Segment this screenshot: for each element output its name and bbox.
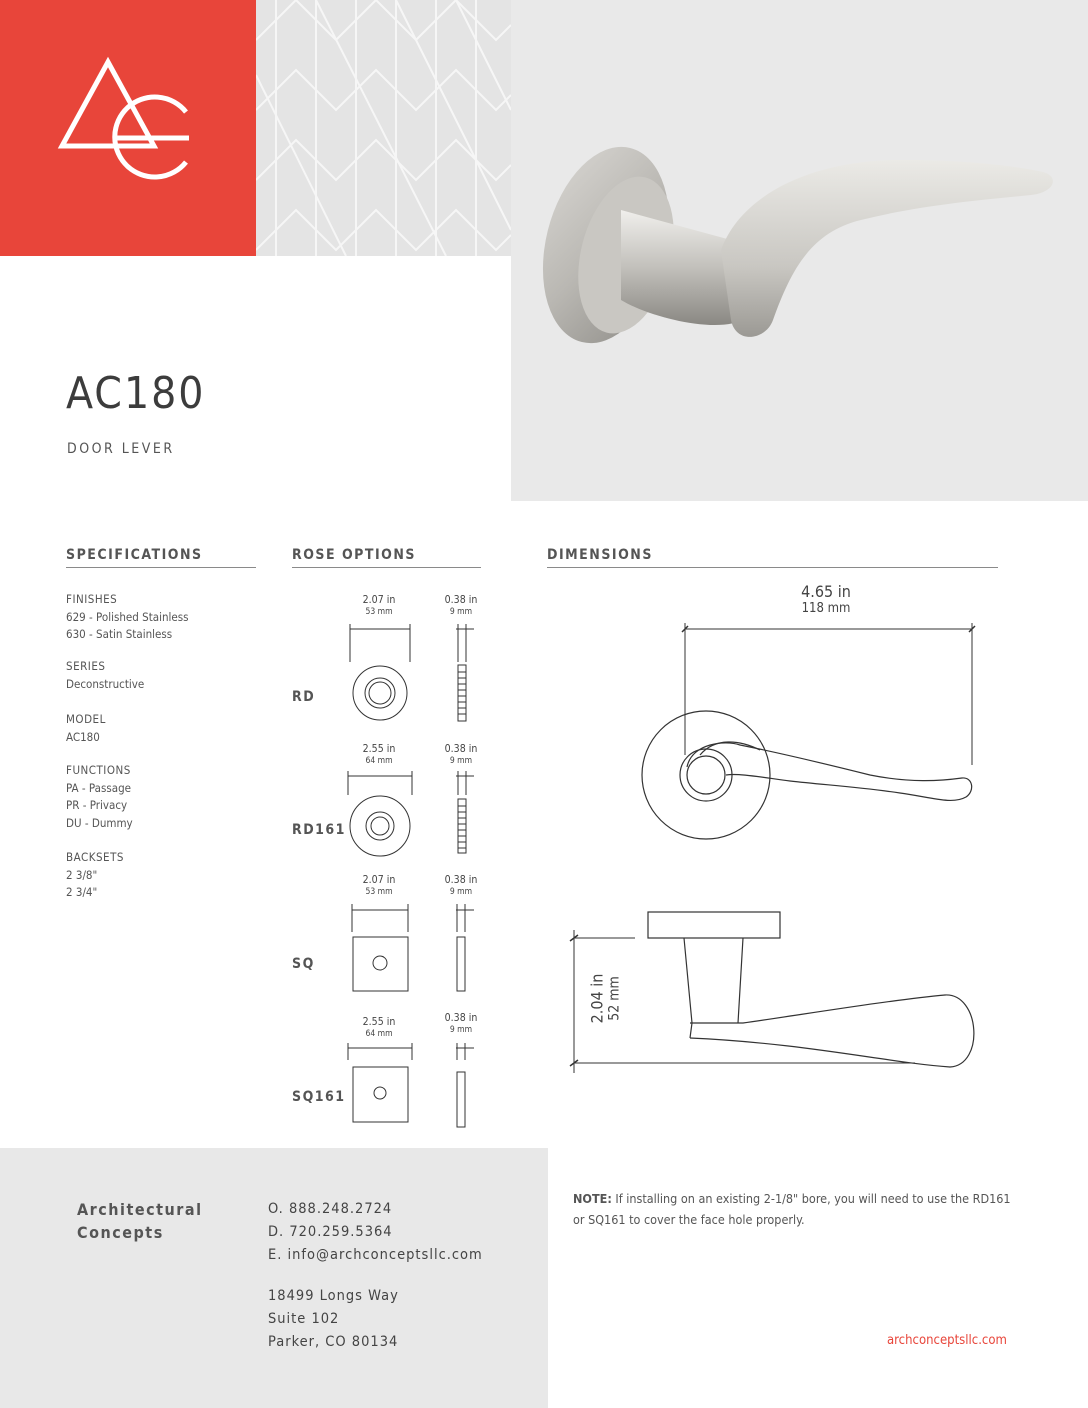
spec-value: 630 - Satin Stainless (66, 627, 173, 641)
spec-label: BACKSETS (66, 850, 124, 864)
address-line: 18499 Longs Way (268, 1288, 399, 1304)
rose-width-in: 2.55 in (362, 743, 396, 755)
spec-backsets (66, 849, 124, 902)
email-link[interactable]: E. info@archconceptsllc.com (268, 1247, 483, 1263)
spec-label: MODEL (66, 712, 106, 726)
direct-phone[interactable]: D. 720.259.5364 (268, 1224, 393, 1240)
rose-width-dimension (348, 874, 410, 898)
rose-depth-in: 0.38 in (444, 743, 478, 755)
spec-value: 2 3/8" (66, 867, 98, 882)
lever-side-view-drawing (560, 905, 990, 1080)
rose-width-in: 2.55 in (362, 1016, 396, 1028)
company-name-line: Architectural (77, 1200, 203, 1219)
rose-width-mm: 64 mm (365, 756, 393, 766)
rose-depth-dimension (436, 874, 486, 898)
note-text: If installing on an existing 2-1/8" bore, you will need to use the RD161 or SQ161 to cover the face hole properly. (573, 1191, 1011, 1227)
spec-label: FUNCTIONS (66, 763, 131, 777)
lever-projection-in: 2.04 in (587, 973, 607, 1024)
rose-depth-dimension (436, 1012, 486, 1036)
product-type-subtitle: DOOR LEVER (67, 441, 175, 457)
note-label: NOTE: (573, 1191, 612, 1206)
rose-depth-mm: 9 mm (449, 1025, 473, 1035)
sq-rose-drawing (340, 902, 490, 994)
rose-depth-in: 0.38 in (444, 1012, 478, 1024)
spec-value: 629 - Polished Stainless (66, 609, 189, 624)
spec-label: SERIES (66, 659, 106, 673)
rose-depth-in: 0.38 in (444, 594, 478, 606)
spec-value: AC180 (66, 729, 100, 744)
rose-width-in: 2.07 in (362, 594, 396, 606)
lever-length-in: 4.65 in (801, 582, 851, 601)
rose-depth-mm: 9 mm (449, 607, 473, 617)
brand-logo-panel (0, 0, 256, 256)
rose-width-mm: 53 mm (365, 607, 393, 617)
rose-width-mm: 64 mm (365, 1029, 393, 1039)
spec-value: Deconstructive (66, 676, 145, 691)
rose-depth-mm: 9 mm (449, 756, 473, 766)
rose-option-name: SQ161 (292, 1089, 346, 1105)
contact-block (268, 1198, 483, 1354)
company-name-line: Concepts (77, 1223, 164, 1242)
product-photo (511, 0, 1088, 501)
rose-options-heading: ROSE OPTIONS (292, 547, 481, 568)
lever-projection-mm: 52 mm (606, 976, 623, 1021)
lever-length-mm: 118 mm (801, 601, 851, 616)
rose-width-mm: 53 mm (365, 887, 393, 897)
triangle-pattern-graphic (256, 0, 511, 256)
rose-option-name: RD161 (292, 822, 346, 838)
specifications-heading: SPECIFICATIONS (66, 547, 256, 568)
spec-finishes (66, 591, 189, 644)
spec-model (66, 711, 106, 746)
office-phone[interactable]: O. 888.248.2724 (268, 1201, 393, 1217)
dimensions-heading: DIMENSIONS (547, 547, 998, 568)
rose-width-dimension (348, 594, 410, 618)
installation-note (573, 1188, 1013, 1230)
rose-option-name: SQ (292, 956, 315, 972)
rose-depth-in: 0.38 in (444, 874, 478, 886)
lever-front-view-drawing (630, 615, 1000, 860)
rose-width-in: 2.07 in (362, 874, 396, 886)
rose-depth-dimension (436, 594, 486, 618)
rd-rose-drawing (340, 622, 490, 722)
product-model-title: AC180 (66, 368, 206, 419)
spec-series (66, 658, 144, 693)
spec-value: PA - Passage (66, 780, 132, 795)
rose-width-dimension (348, 1016, 410, 1040)
spec-value: 2 3/4" (66, 885, 98, 899)
sq161-rose-drawing (340, 1042, 490, 1128)
brand-logo (0, 0, 256, 256)
company-name (77, 1198, 203, 1244)
lever-length-dimension (776, 583, 876, 617)
door-lever-image (511, 0, 1088, 501)
website-link[interactable]: archconceptsllc.com (887, 1333, 1007, 1348)
rose-depth-dimension (436, 743, 486, 767)
decorative-pattern (256, 0, 511, 256)
rd161-rose-drawing (340, 770, 490, 860)
address-line: Suite 102 (268, 1311, 340, 1327)
spec-value: DU - Dummy (66, 815, 133, 830)
rose-depth-mm: 9 mm (449, 887, 473, 897)
spec-label: FINISHES (66, 592, 118, 606)
spec-value: PR - Privacy (66, 798, 128, 812)
spec-functions (66, 762, 133, 832)
rose-width-dimension (348, 743, 410, 767)
rose-option-name: RD (292, 689, 316, 705)
address-line: Parker, CO 80134 (268, 1334, 399, 1350)
